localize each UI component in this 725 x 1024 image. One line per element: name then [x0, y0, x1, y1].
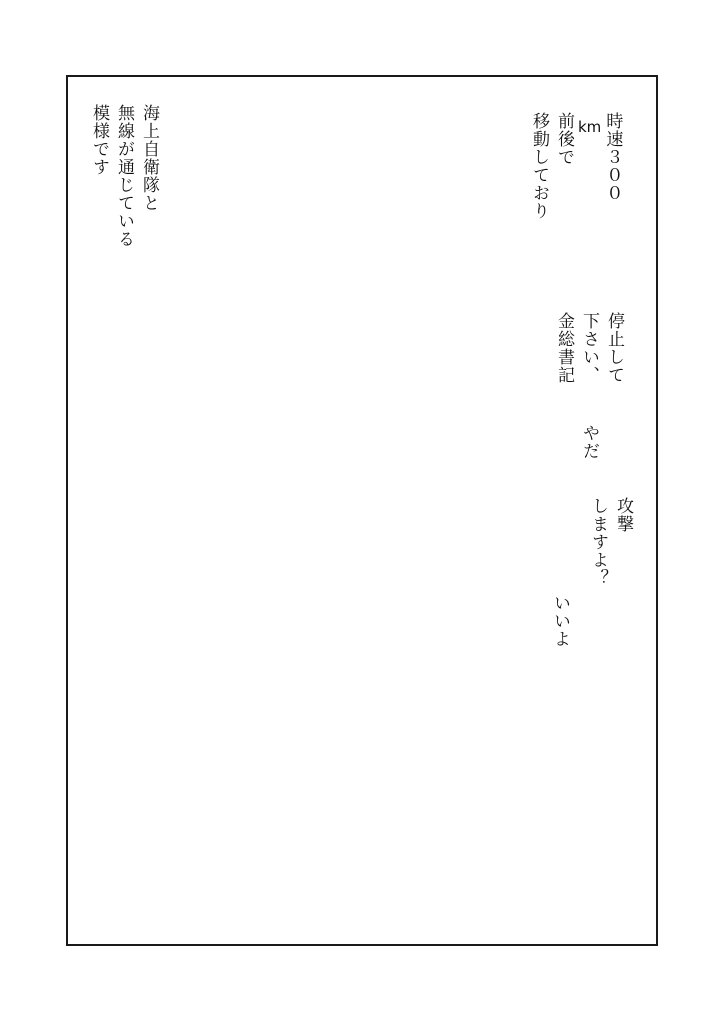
- stop-line-1: 停止して: [604, 312, 624, 384]
- ok-line-1: いいよ: [550, 594, 570, 648]
- stop-line-3: 金総書記: [554, 312, 574, 384]
- speed-line-1-text: 時速３００: [602, 112, 623, 202]
- speed-line-1: [578, 112, 623, 202]
- attack-line-2: しますよ？: [588, 497, 608, 587]
- speed-line-3: 移動しており: [529, 112, 549, 220]
- speed-line-2: 前後で: [554, 112, 574, 166]
- stop-line-2: 下さい、: [579, 312, 599, 384]
- speed-unit: km: [578, 118, 602, 136]
- radio-line-1: 海上自衛隊と: [139, 104, 159, 212]
- attack-line-1: 攻撃: [613, 497, 633, 533]
- radio-line-2: 無線が通じている: [114, 104, 134, 248]
- radio-line-3: 模様です: [89, 104, 109, 176]
- refuse-line-1: やだ: [579, 424, 599, 460]
